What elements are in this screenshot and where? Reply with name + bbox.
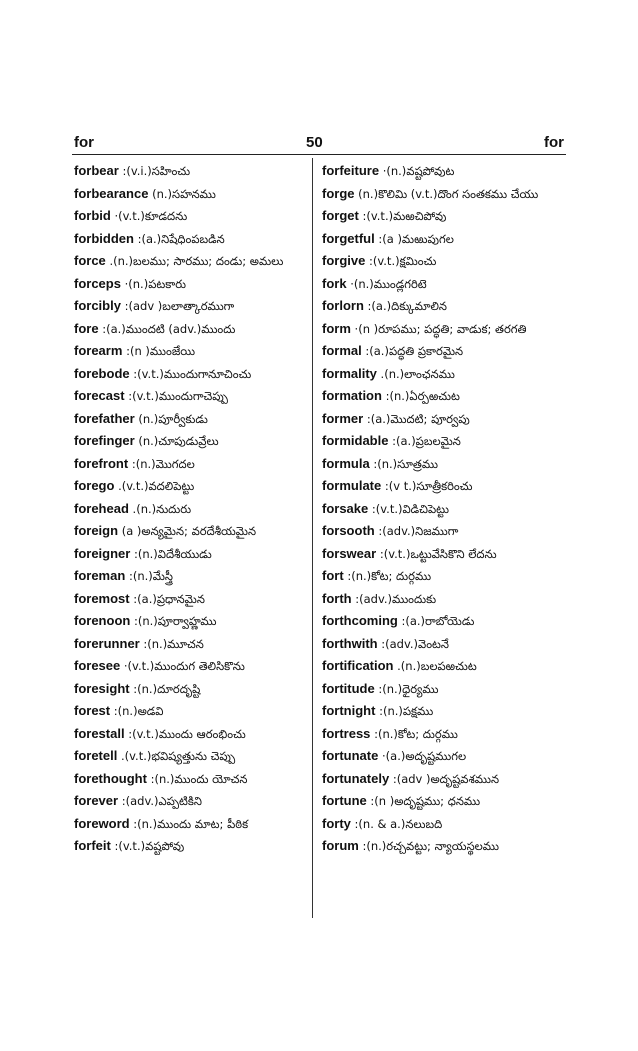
headword: forthcoming bbox=[322, 613, 398, 628]
dictionary-entry bbox=[322, 453, 562, 476]
dictionary-entry bbox=[74, 250, 302, 273]
dictionary-entry bbox=[322, 790, 562, 813]
headword: fortnight bbox=[322, 703, 376, 718]
headword: forestall bbox=[74, 725, 125, 741]
definition: :(v.t.)ఒట్టువేసికొని లేదను bbox=[376, 546, 497, 561]
headword: forever bbox=[74, 793, 119, 808]
dictionary-entry bbox=[322, 475, 562, 498]
definition: ·(n.)ముండ్లగరిటె bbox=[346, 276, 427, 291]
definition: :(a.)ప్రధానమైన bbox=[129, 591, 205, 606]
dictionary-entry bbox=[322, 723, 562, 746]
definition: :(adv.)నిజముగా bbox=[374, 524, 459, 538]
dictionary-entry bbox=[322, 768, 562, 791]
headword: foretell bbox=[74, 748, 118, 763]
definition: :(v.t.)ముందుగానూచించు bbox=[129, 366, 252, 381]
headword: forgive bbox=[322, 253, 366, 268]
definition: .(n.)నుదురు bbox=[128, 501, 192, 516]
page-header bbox=[74, 134, 564, 154]
dictionary-entry bbox=[322, 385, 562, 408]
definition: :(a.)దిక్కుమాలిన bbox=[363, 299, 447, 313]
dictionary-entry bbox=[74, 205, 302, 228]
headword: forthwith bbox=[322, 635, 378, 651]
dictionary-entry bbox=[74, 610, 302, 633]
dictionary-entry bbox=[74, 565, 302, 588]
headword: forearm bbox=[74, 343, 123, 358]
dictionary-entry bbox=[322, 228, 562, 251]
definition: :(n.)పక్షము bbox=[375, 704, 434, 718]
dictionary-entry bbox=[322, 205, 562, 228]
headword: foreman bbox=[74, 568, 126, 583]
headword: forum bbox=[322, 838, 359, 853]
definition: (n.)సహనము bbox=[148, 186, 216, 201]
dictionary-entry bbox=[74, 183, 302, 206]
dictionary-entry bbox=[74, 318, 302, 341]
headword: forswear bbox=[322, 545, 377, 561]
definition: (a )అన్యమైన; వరదేశీయమైన bbox=[118, 524, 257, 538]
dictionary-entry bbox=[74, 273, 302, 296]
headword: force bbox=[74, 253, 106, 268]
headword: forty bbox=[322, 815, 351, 831]
headword: forenoon bbox=[74, 613, 131, 628]
headword: forefather bbox=[74, 410, 135, 426]
dictionary-entry bbox=[74, 745, 302, 768]
headword: foresee bbox=[74, 658, 121, 673]
dictionary-entry bbox=[74, 633, 302, 656]
dictionary-entry bbox=[74, 160, 302, 183]
definition: (n.)కొలిమి (v.t.)దొంగ సంతకము చేయు bbox=[354, 186, 539, 201]
definition: :(n.)కోట; దుర్గము bbox=[343, 569, 432, 583]
dictionary-entry bbox=[74, 813, 302, 836]
headword: forethought bbox=[74, 770, 147, 786]
headword: forbidden bbox=[74, 230, 134, 246]
headword: foreword bbox=[74, 815, 130, 831]
definition: :(adv.)ముందుకు bbox=[351, 591, 437, 606]
dictionary-entry bbox=[74, 228, 302, 251]
definition: :(n.)మొగదల bbox=[128, 456, 195, 471]
dictionary-entry bbox=[74, 700, 302, 723]
definition: :(adv )బలాత్కారముగా bbox=[120, 299, 235, 313]
dictionary-entry bbox=[322, 565, 562, 588]
header-guide-word-right: for bbox=[544, 134, 564, 151]
headword: foreign bbox=[74, 523, 119, 538]
definition: .(n.)బలపఱచుట bbox=[393, 659, 477, 673]
dictionary-entry bbox=[74, 340, 302, 363]
definition: ·(v.t.)ముందుగ తెలిసికొను bbox=[120, 659, 245, 673]
column-divider bbox=[312, 158, 313, 918]
right-column bbox=[322, 160, 562, 858]
definition: :(n.)ఏర్పఱచుట bbox=[381, 389, 460, 403]
headword: forgetful bbox=[322, 230, 375, 246]
definition: :(n.)సూత్రము bbox=[369, 456, 438, 471]
definition: :(n.)పూర్వాహ్ణము bbox=[130, 614, 217, 628]
dictionary-entry bbox=[322, 588, 562, 611]
definition: ·(n.)వష్టపోవుట bbox=[379, 164, 455, 178]
left-column bbox=[74, 160, 302, 858]
page-number: 50 bbox=[306, 134, 323, 151]
headword: fort bbox=[322, 568, 344, 583]
dictionary-entry bbox=[322, 160, 562, 183]
headword: forget bbox=[322, 208, 359, 223]
definition: .(n.)బలము; సారము; దండు; అమలు bbox=[105, 254, 284, 268]
definition: :(n )అదృష్టము; ధనము bbox=[366, 794, 481, 808]
definition: :(v t.)సూత్రీకరించు bbox=[381, 479, 473, 493]
definition: ·(a.)అదృష్టముగల bbox=[378, 749, 467, 763]
dictionary-entry bbox=[322, 498, 562, 521]
headword: forsooth bbox=[322, 523, 375, 538]
definition: :(adv.)ఎప్పటికిని bbox=[118, 794, 202, 808]
definition: :(n.)ముందు మాట; పీఠిక bbox=[129, 816, 249, 831]
definition: :(v.t.)క్షమించు bbox=[365, 254, 437, 268]
definition: .(n.)లాంఛనము bbox=[376, 366, 455, 381]
dictionary-entry bbox=[322, 318, 562, 341]
definition: :(v.t.)వష్టపోవు bbox=[110, 839, 185, 853]
headword: fore bbox=[74, 320, 99, 336]
headword: foresight bbox=[74, 680, 130, 696]
headword: formula bbox=[322, 455, 370, 471]
dictionary-entry bbox=[74, 723, 302, 746]
headword: forehead bbox=[74, 500, 129, 516]
headword: forlorn bbox=[322, 298, 364, 313]
definition: :(n.)కోట; దుర్గము bbox=[370, 726, 458, 741]
dictionary-entry bbox=[322, 273, 562, 296]
headword: forbid bbox=[74, 208, 111, 223]
definition: :(adv.)వెంటనే bbox=[377, 636, 449, 651]
headword: forefront bbox=[74, 455, 129, 471]
dictionary-entry bbox=[322, 813, 562, 836]
headword: forebode bbox=[74, 365, 130, 381]
dictionary-entry bbox=[74, 475, 302, 498]
dictionary-entry bbox=[322, 610, 562, 633]
definition: (n.)చూపుడువ్రేలు bbox=[134, 434, 219, 448]
headword: forge bbox=[322, 185, 355, 201]
definition: :(a.)నిషేధింపబడిన bbox=[133, 231, 225, 246]
dictionary-entry bbox=[74, 768, 302, 791]
headword: formal bbox=[322, 343, 362, 358]
definition: :(a.)ప్రబలమైన bbox=[388, 434, 461, 448]
dictionary-entry bbox=[322, 250, 562, 273]
headword: fortunately bbox=[322, 770, 390, 786]
definition: :(a )మఱుపుగల bbox=[374, 231, 454, 246]
headword: fortunate bbox=[322, 748, 379, 763]
dictionary-entry bbox=[322, 520, 562, 543]
definition: :(v.t.)విడిచిపెట్టు bbox=[368, 501, 450, 516]
dictionary-entry bbox=[74, 408, 302, 431]
dictionary-entry bbox=[322, 408, 562, 431]
headword: forceps bbox=[74, 275, 121, 291]
definition: :(a.)మొదటి; పూర్వపు bbox=[363, 411, 470, 426]
definition: ·(n )రూపము; పద్ధతి; వాడుక; తరగతి bbox=[350, 321, 527, 336]
definition: (n.)పూర్వీకుడు bbox=[134, 411, 208, 426]
headword: forest bbox=[74, 703, 111, 718]
headword: forsake bbox=[322, 500, 369, 516]
headword: forecast bbox=[74, 388, 125, 403]
dictionary-entry bbox=[74, 790, 302, 813]
dictionary-entry bbox=[322, 295, 562, 318]
definition: :(v.i.)సహించు bbox=[118, 164, 191, 178]
dictionary-entry bbox=[322, 835, 562, 858]
dictionary-entry bbox=[322, 363, 562, 386]
dictionary-entry bbox=[322, 183, 562, 206]
headword: former bbox=[322, 410, 364, 426]
dictionary-entry bbox=[322, 655, 562, 678]
headword: fortitude bbox=[322, 680, 375, 696]
dictionary-entry bbox=[74, 588, 302, 611]
headword: fortune bbox=[322, 793, 367, 808]
headword: foreigner bbox=[74, 545, 131, 561]
dictionary-entry bbox=[74, 543, 302, 566]
headword: foremost bbox=[74, 590, 130, 606]
dictionary-entry bbox=[74, 678, 302, 701]
definition: :(n.)దూరదృష్టి bbox=[129, 681, 201, 696]
headword: forerunner bbox=[74, 635, 140, 651]
headword: forego bbox=[74, 478, 115, 493]
definition: :(n. & a.)నలుబది bbox=[350, 816, 443, 831]
headword: formation bbox=[322, 388, 382, 403]
dictionary-entry bbox=[322, 745, 562, 768]
definition: ·(v.t.)కూడదను bbox=[110, 209, 188, 223]
headword: forbear bbox=[74, 163, 119, 178]
dictionary-entry bbox=[74, 430, 302, 453]
definition: :(a.)రాబోయెడు bbox=[397, 614, 475, 628]
headword: form bbox=[322, 320, 351, 336]
dictionary-entry bbox=[322, 678, 562, 701]
header-rule bbox=[72, 154, 566, 155]
definition: :(n )ముంజేయి bbox=[122, 344, 196, 358]
headword: forcibly bbox=[74, 298, 121, 313]
definition: :(v.t.)ముందు ఆరంభించు bbox=[124, 726, 246, 741]
headword: forfeit bbox=[74, 838, 111, 853]
header-guide-word-left: for bbox=[74, 134, 94, 151]
definition: :(v.t.)ముందుగాచెప్పు bbox=[124, 389, 228, 403]
dictionary-entry bbox=[74, 385, 302, 408]
headword: forfeiture bbox=[322, 163, 380, 178]
definition: :(n.)రచ్చవట్టు; న్యాయస్థలము bbox=[358, 839, 499, 853]
definition: :(n.)విదేశీయుడు bbox=[130, 546, 212, 561]
definition: :(adv )అదృష్టవశమున bbox=[389, 771, 500, 786]
headword: fortress bbox=[322, 725, 371, 741]
definition: :(n.)ధైర్యము bbox=[374, 681, 439, 696]
dictionary-entry bbox=[74, 835, 302, 858]
definition: :(a.)ముందటి (adv.)ముందు bbox=[98, 321, 236, 336]
dictionary-entry bbox=[322, 340, 562, 363]
dictionary-entry bbox=[74, 453, 302, 476]
dictionary-entry bbox=[74, 295, 302, 318]
headword: forbearance bbox=[74, 185, 149, 201]
headword: formulate bbox=[322, 478, 382, 493]
headword: formidable bbox=[322, 433, 389, 448]
definition: ·(n.)పటకారు bbox=[120, 276, 187, 291]
definition: :(n.)ముందు యోచన bbox=[146, 771, 248, 786]
definition: :(n.)అడవి bbox=[110, 704, 164, 718]
headword: fortification bbox=[322, 658, 394, 673]
dictionary-entry bbox=[322, 430, 562, 453]
dictionary-entry bbox=[74, 363, 302, 386]
definition: :(n.)మూచన bbox=[139, 636, 204, 651]
dictionary-entry bbox=[74, 498, 302, 521]
headword: forefinger bbox=[74, 433, 135, 448]
headword: forth bbox=[322, 590, 352, 606]
headword: formality bbox=[322, 365, 377, 381]
headword: fork bbox=[322, 275, 347, 291]
definition: .(v.t.)భవిష్యత్తును చెప్పు bbox=[117, 749, 236, 763]
definition: :(a.)పద్ధతి ప్రకారమైన bbox=[361, 344, 464, 358]
definition: :(n.)మేస్త్రీ bbox=[125, 569, 173, 583]
definition: .(v.t.)వదలిపెట్టు bbox=[114, 479, 195, 493]
dictionary-entry bbox=[322, 543, 562, 566]
dictionary-entry bbox=[74, 520, 302, 543]
dictionary-entry bbox=[322, 700, 562, 723]
definition: :(v.t.)మఱచిపోవు bbox=[358, 209, 447, 223]
dictionary-entry bbox=[74, 655, 302, 678]
dictionary-entry bbox=[322, 633, 562, 656]
